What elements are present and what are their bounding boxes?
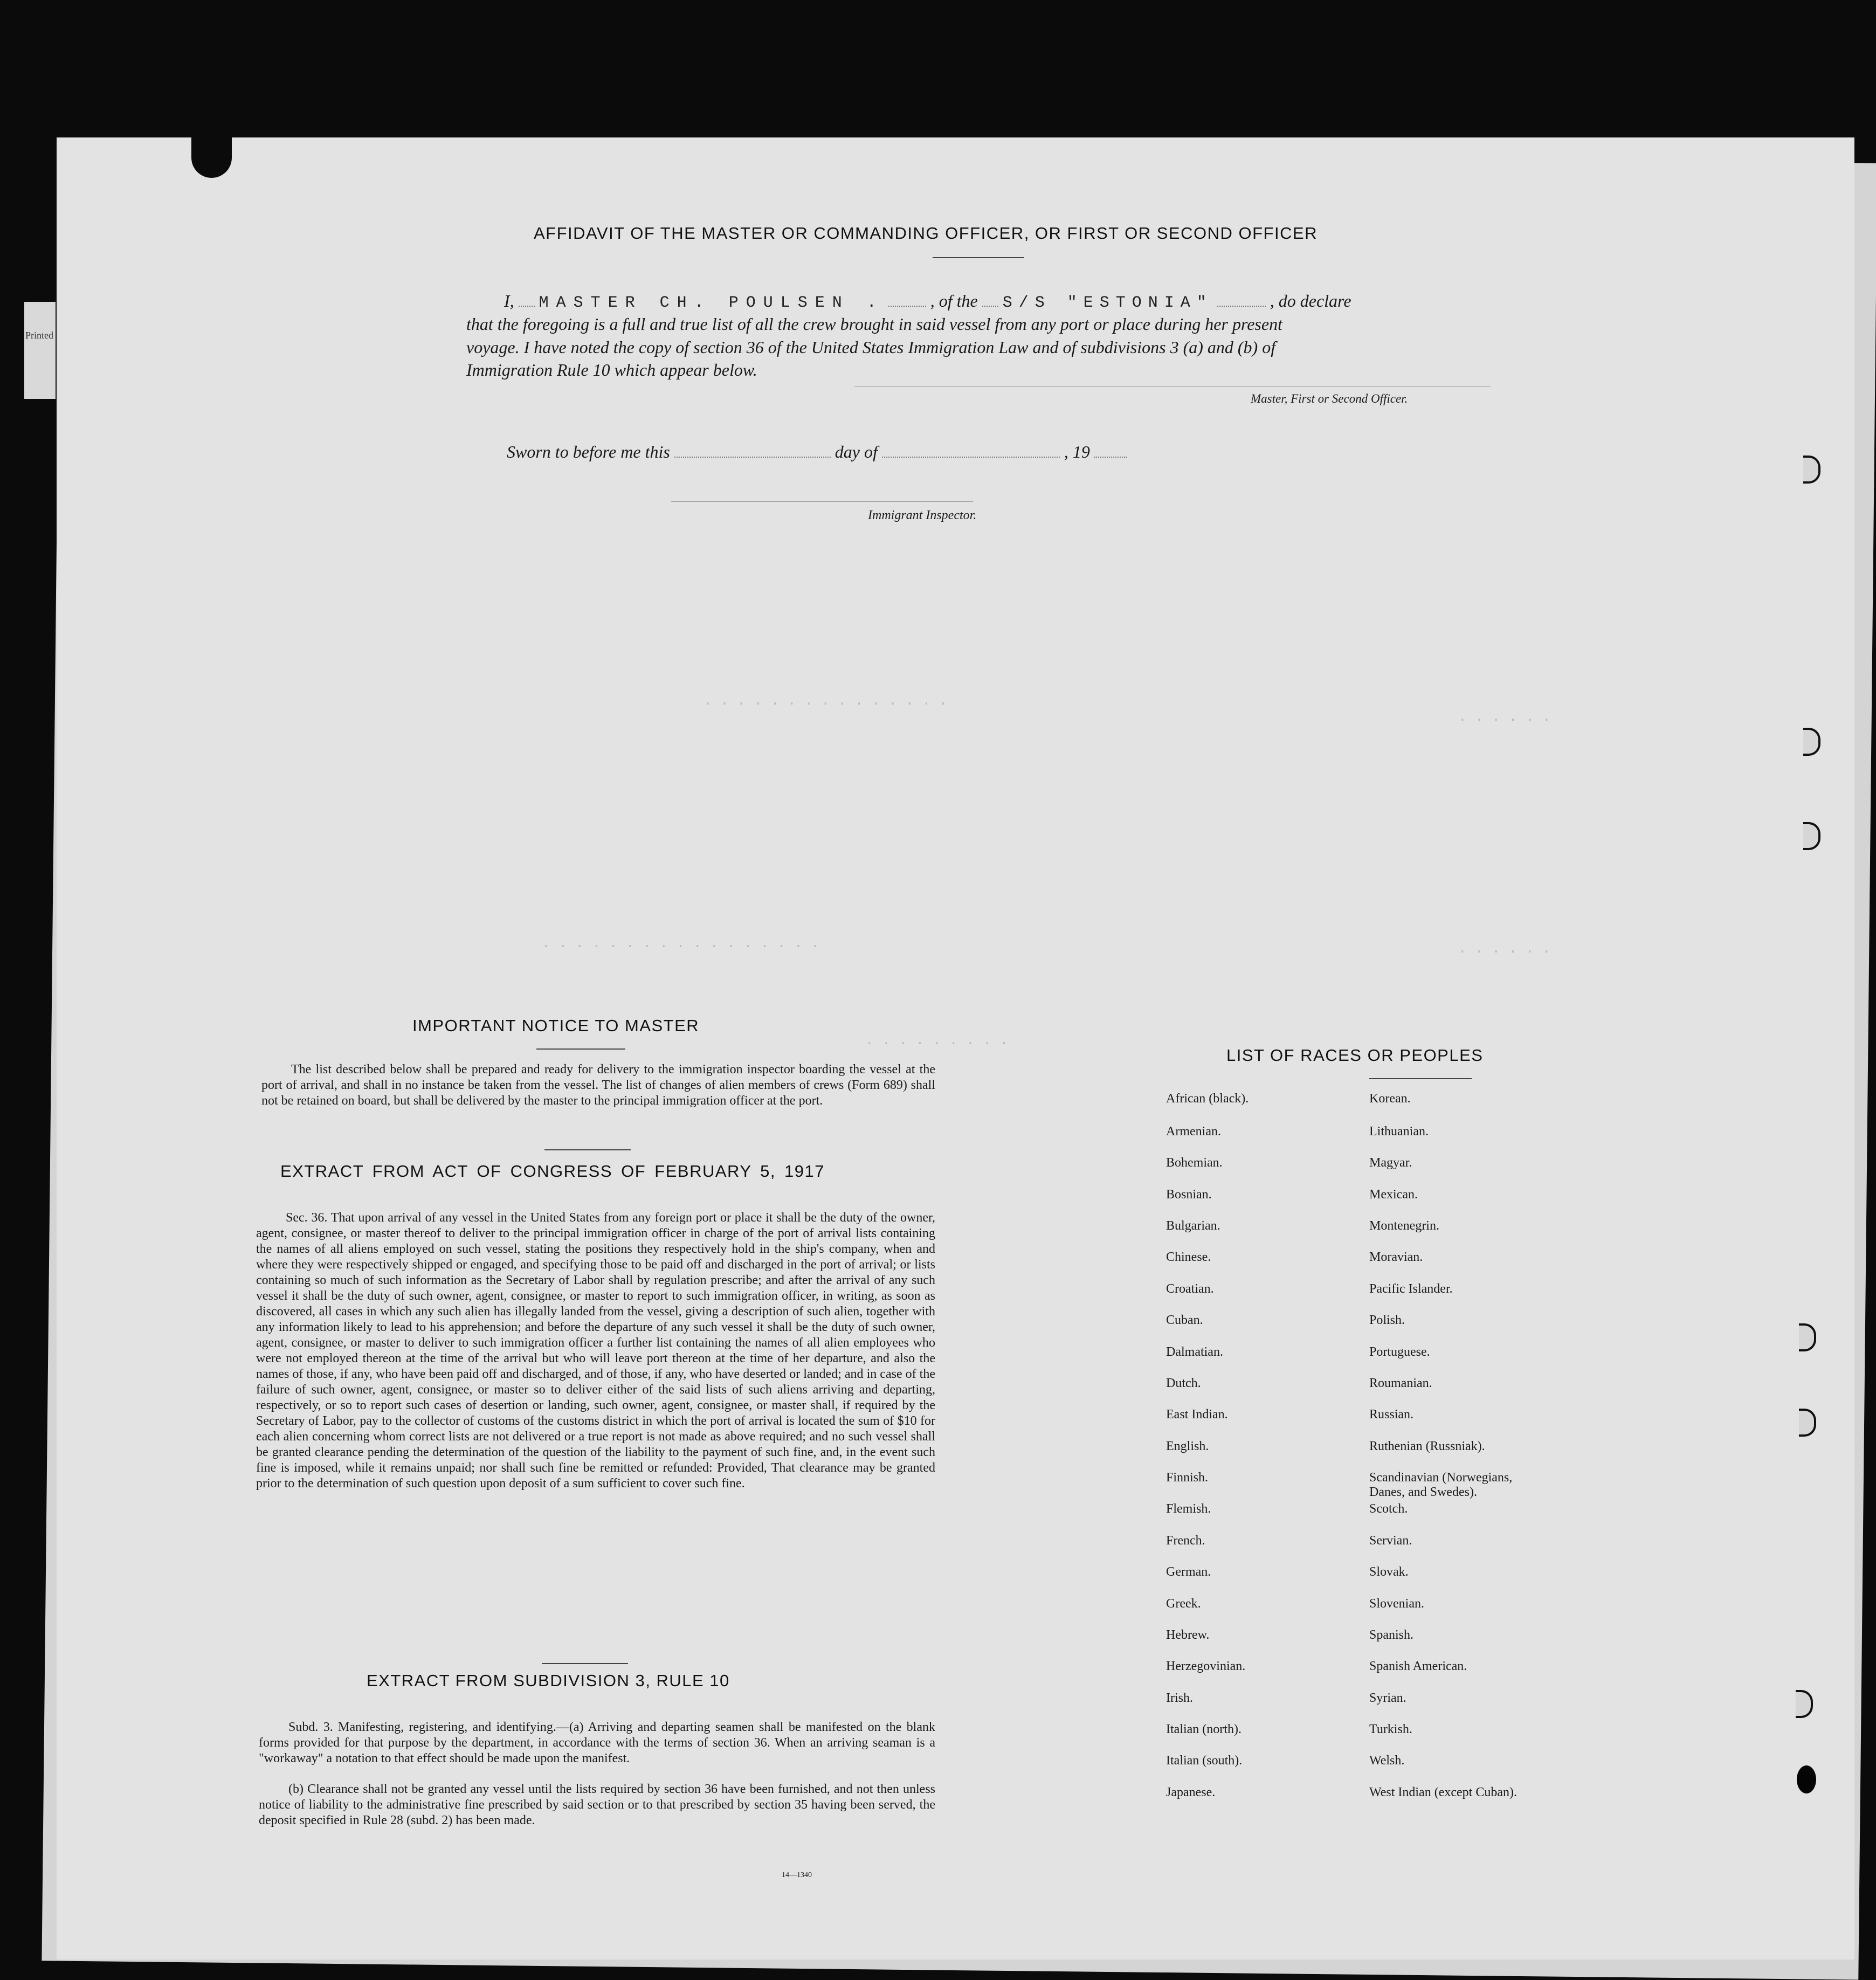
affidavit-line-1 (504, 289, 1555, 314)
race-left-item: Herzegovinian. (1166, 1659, 1246, 1673)
sworn-prefix: Sworn to before me this (507, 442, 670, 461)
notice-rule (536, 1048, 625, 1050)
race-right-item: Korean. (1369, 1092, 1411, 1106)
race-left-item: Irish. (1166, 1691, 1193, 1705)
race-left-item: German. (1166, 1565, 1211, 1579)
race-left-item: Finnish. (1166, 1471, 1209, 1485)
race-right-item: Syrian. (1369, 1691, 1406, 1705)
race-right-item: Montenegrin. (1369, 1219, 1439, 1233)
affidavit-do-declare: , do declare (1270, 291, 1351, 311)
margin-fragment (24, 302, 56, 399)
race-right-item: Roumanian. (1369, 1376, 1432, 1390)
title-rule (933, 257, 1024, 258)
affidavit-i: I, (504, 291, 514, 311)
race-left-item: Greek. (1166, 1597, 1201, 1611)
race-right-item: Moravian. (1369, 1250, 1423, 1264)
year-prefix: , 19 (1064, 442, 1090, 461)
race-left-item: English. (1166, 1439, 1209, 1453)
rule-para-a: Subd. 3. Manifesting, registering, and identifying.—(a) Arriving and departing seamen shall be manifested on the blank forms provided for that purpose by the department, in accordance with the terms of section 36. When an arriving seaman is a "workaway" a notation to that effect should be made upon the manifest. (259, 1720, 935, 1765)
binder-hole (1799, 1323, 1816, 1351)
affidavit-line-4: Immigration Rule 10 which appear below. (466, 360, 757, 380)
race-right-item: Ruthenian (Russniak). (1369, 1439, 1485, 1453)
race-right-item: Spanish. (1369, 1628, 1414, 1642)
race-left-item: Japanese. (1166, 1785, 1216, 1799)
race-left-item: Croatian. (1166, 1282, 1214, 1296)
race-left-item: East Indian. (1166, 1408, 1228, 1422)
inspector-line (671, 501, 973, 502)
race-left-item: French. (1166, 1534, 1205, 1548)
binder-hole (1796, 1690, 1813, 1718)
race-right-item: Welsh. (1369, 1754, 1405, 1768)
affidavit-line-2: that the foregoing is a full and true list of all the crew brought in said vessel from any port or place during her present (466, 314, 1282, 334)
race-right-item: Spanish American. (1369, 1659, 1467, 1673)
vessel-name-field: S/S "ESTONIA" (1002, 294, 1213, 312)
race-left-item: Armenian. (1166, 1124, 1221, 1139)
race-right-item: Lithuanian. (1369, 1124, 1429, 1139)
race-left-item: Hebrew. (1166, 1628, 1210, 1642)
race-right-item: Polish. (1369, 1313, 1405, 1327)
race-left-item: Bulgarian. (1166, 1219, 1220, 1233)
binder-hole (1803, 456, 1820, 484)
binder-hole (1797, 1765, 1816, 1793)
race-right-item: Servian. (1369, 1534, 1412, 1548)
race-right-item: Slovak. (1369, 1565, 1409, 1579)
signature-caption: Master, First or Second Officer. (1251, 392, 1408, 405)
torn-notch (191, 132, 232, 178)
race-left-item: Cuban. (1166, 1313, 1203, 1327)
day-of: day of (834, 442, 878, 461)
sworn-line (507, 440, 1127, 463)
binder-hole (1803, 728, 1820, 756)
act-title: EXTRACT FROM ACT OF CONGRESS OF FEBRUARY 5, 1917 (280, 1162, 825, 1181)
notice-text: The list described below shall be prepared and ready for delivery to the immigration inspector boarding the vessel at the port of arrival, and shall in no instance be taken from the vessel. The list of changes of alien members of crews (Form 689) shall not be retained on board, but shall be delivered by the master to the principal immigration officer at the port. (261, 1063, 935, 1108)
race-left-item: Flemish. (1166, 1502, 1211, 1516)
affidavit-line-3: voyage. I have noted the copy of section 36 of the United States Immigration Law and of subdivisions 3 (a) and (b) of (466, 337, 1276, 357)
race-left-item: Bohemian. (1166, 1156, 1223, 1170)
bleed-through-mark: . . . . . . (1458, 941, 1551, 957)
affidavit-title: AFFIDAVIT OF THE MASTER OR COMMANDING OFFICER, OR FIRST OR SECOND OFFICER (534, 224, 1318, 243)
race-left-item: African (black). (1166, 1092, 1249, 1106)
inspector-caption: Immigrant Inspector. (868, 508, 977, 522)
races-title: LIST OF RACES OR PEOPLES (1226, 1046, 1484, 1065)
race-right-item: Turkish. (1369, 1722, 1412, 1736)
margin-fragment-text: Printed (25, 330, 53, 341)
bleed-through-mark: . . . . . . . . . (865, 1032, 1009, 1048)
race-right-item: Scotch. (1369, 1502, 1408, 1516)
race-right-item: Slovenian. (1369, 1597, 1424, 1611)
race-left-item: Dutch. (1166, 1376, 1201, 1390)
race-right-item: Magyar. (1369, 1156, 1412, 1170)
race-right-item: Mexican. (1369, 1188, 1418, 1202)
race-left-item: Dalmatian. (1166, 1345, 1223, 1359)
race-left-item: Chinese. (1166, 1250, 1211, 1264)
binder-hole (1803, 822, 1820, 850)
rule-para-b: (b) Clearance shall not be granted any vessel until the lists required by section 36 have been furnished, and not then unless notice of liability to the administrative fine prescribed by said section or to that prescribed by section 35 having been served, the deposit specified in Rule 28 (subd. 2) has been made. (259, 1782, 935, 1827)
bleed-through-mark: . . . . . . (1458, 709, 1551, 725)
affidavit-of-the: , of the (930, 291, 978, 311)
document-page (57, 137, 1854, 1960)
notice-title: IMPORTANT NOTICE TO MASTER (412, 1016, 700, 1035)
race-left-item: Italian (south). (1166, 1754, 1243, 1768)
race-left-item: Bosnian. (1166, 1188, 1212, 1202)
bleed-through-mark: . . . . . . . . . . . . . . . (704, 693, 948, 709)
form-number: 14—1340 (782, 1871, 812, 1879)
race-right-item: West Indian (except Cuban). (1369, 1785, 1517, 1799)
race-right-item: Portuguese. (1369, 1345, 1430, 1359)
race-right-item: Russian. (1369, 1408, 1414, 1422)
race-right-item: Scandinavian (Norwegians, Danes, and Swedes). (1369, 1471, 1513, 1499)
act-text: Sec. 36. That upon arrival of any vessel in the United States from any foreign port or place it shall be the duty of the owner, agent, consignee, or master thereof to deliver to the principal immigration officer in charge of the port of arrival lists containing the names of all aliens employed on such vessel, stating the positions they respectively hold in the ship's company, when and where they were respectively shipped or engaged, and specifying those to be paid off and discharged in the port of arrival; or lists containing so much of such information as the Secretary of Labor shall by regulation prescribe; and after the arrival of any such vessel it shall be the duty of such owner, agent, consignee, or master to report to such immigration officer, in writing, as soon as discovered, all cases in which any such alien has illegally landed from the vessel, giving a description of such alien, together with any information likely to lead to his apprehension; and before the departure of any such vessel it shall be the duty of such owner, agent, consignee, or master to deliver to such immigration officer a further list containing the names of all alien employees who were not employed thereon at the time of the arrival but who will leave port thereon at the time of her departure, and also the names of those, if any, who have been paid off and discharged, and of those, if any, who have deserted or landed; and in case of the failure of such owner, agent, consignee, or master so to deliver either of the said lists of such aliens arriving and departing, respectively, or so to report such cases of desertion or landing, such owner, agent, consignee, or master shall, if required by the Secretary of Labor, pay to the collector of customs of the customs district in which the port of arrival is located the sum of $10 for each alien concerning whom correct lists are not delivered or a true report is not made as above required; and no such vessel shall be granted clearance pending the determination of the question of the liability to the payment of such fine, and, in the event such fine is imposed, while it remains unpaid; nor shall such fine be remitted or refunded: Provided, That clearance may be granted prior to the determination of such question upon deposit of a sum sufficient to cover such fine. (256, 1211, 935, 1491)
binder-hole (1799, 1409, 1816, 1437)
bleed-through-mark: . . . . . . . . . . . . . . . . . (542, 935, 819, 951)
races-rule (1369, 1078, 1472, 1079)
master-name-field: MASTER CH. POULSEN . (539, 294, 884, 312)
rule-title: EXTRACT FROM SUBDIVISION 3, RULE 10 (367, 1671, 730, 1690)
race-right-item: Pacific Islander. (1369, 1282, 1453, 1296)
notice-end-rule (544, 1149, 631, 1150)
race-left-item: Italian (north). (1166, 1722, 1242, 1736)
act-end-rule (542, 1663, 628, 1664)
